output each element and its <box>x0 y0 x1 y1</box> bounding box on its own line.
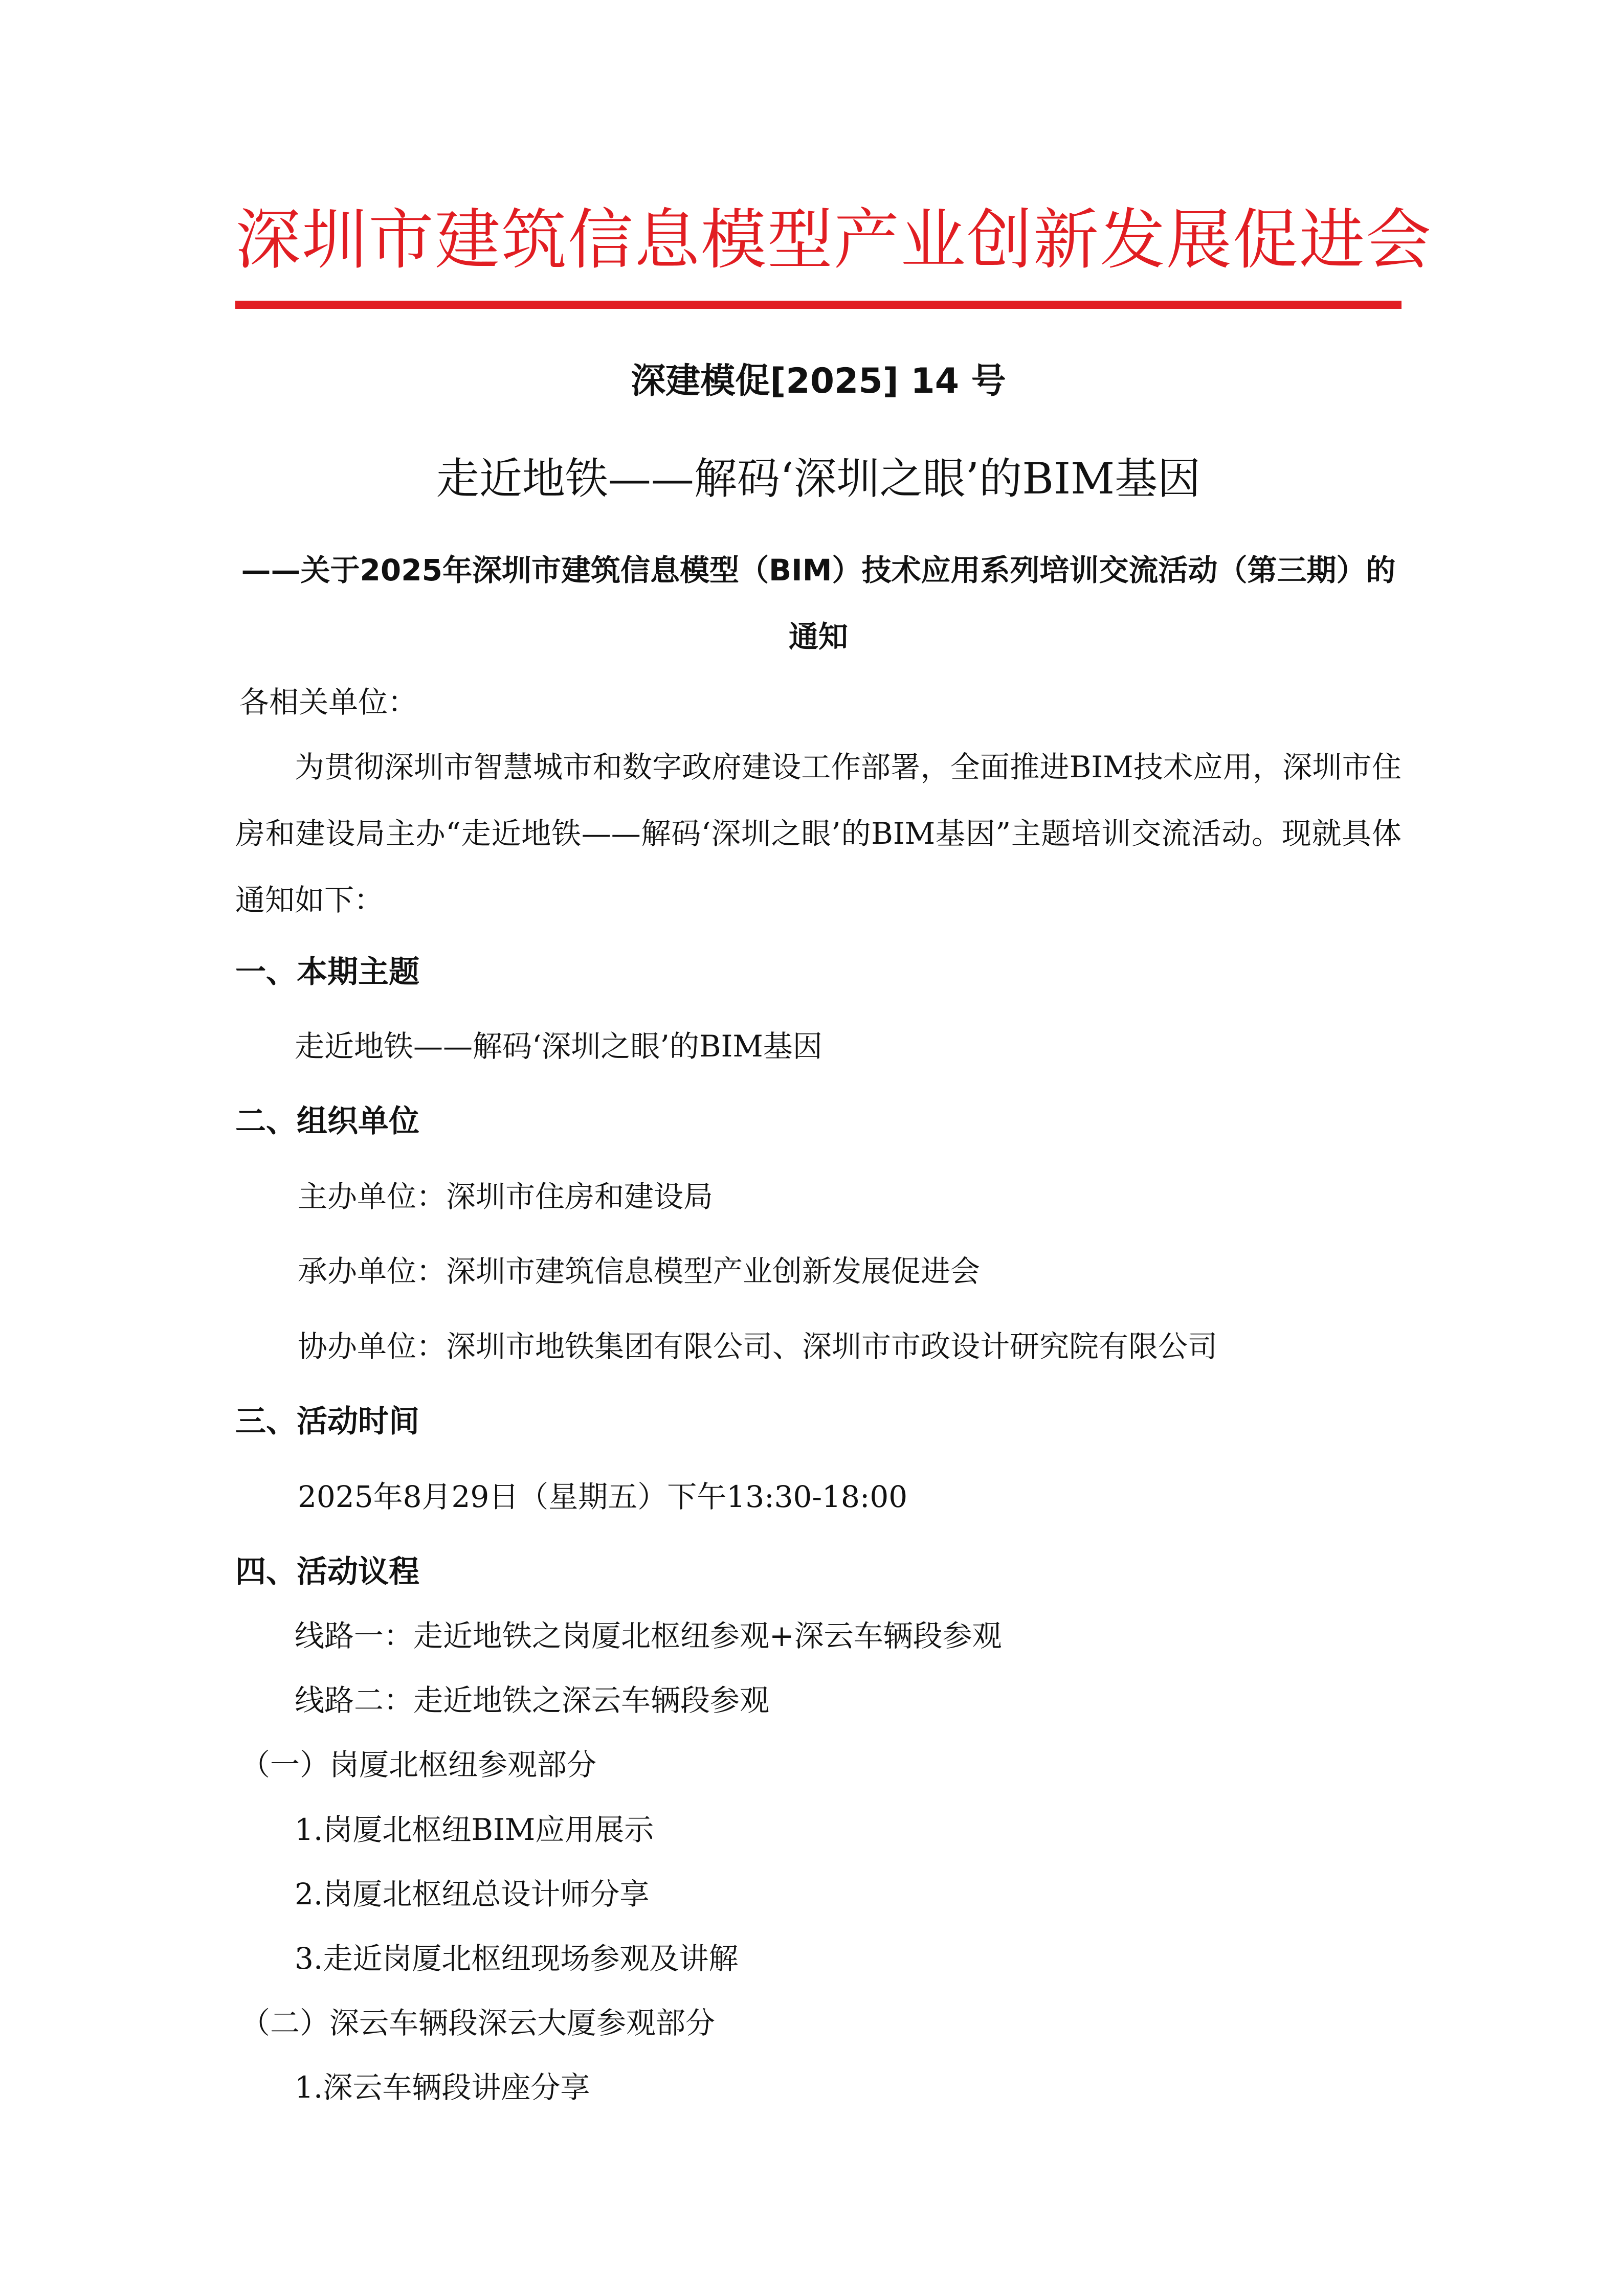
salutation: 各相关单位： <box>239 685 418 719</box>
section-4-heading: 四、活动议程 <box>235 1554 419 1590</box>
notice-main-title: 走近地铁——解码‘深圳之眼’的BIM基因 <box>436 454 1201 504</box>
intro-paragraph: 为贯彻深圳市智慧城市和数字政府建设工作部署，全面推进BIM技术应用，深圳市住房和建设局主办“走近地铁——解码‘深圳之眼’的BIM基因”主题培训交流活动。现就具体通知如下： <box>235 750 1401 917</box>
part-2-title: （二）深云车辆段深云大厦参观部分 <box>240 2006 716 2040</box>
host-unit: 主办单位：深圳市住房和建设局 <box>298 1179 714 1214</box>
co-organizer-unit: 协办单位：深圳市地铁集团有限公司、深圳市市政设计研究院有限公司 <box>298 1329 1218 1364</box>
part-1-title: （一）岗厦北枢纽参观部分 <box>240 1747 597 1782</box>
notice-subtitle: ——关于2025年深圳市建筑信息模型（BIM）技术应用系列培训交流活动（第三期）的通知 <box>241 553 1396 654</box>
part-1-item: 3.走近岗厦北枢纽现场参观及讲解 <box>295 1941 739 1976</box>
part-1-item: 1.岗厦北枢纽BIM应用展示 <box>295 1812 654 1847</box>
section-1-content: 走近地铁——解码‘深圳之眼’的BIM基因 <box>295 1029 822 1064</box>
section-2-heading: 二、组织单位 <box>235 1104 419 1139</box>
route-2: 线路二：走近地铁之深云车辆段参观 <box>295 1683 770 1718</box>
section-1-heading: 一、本期主题 <box>235 954 419 990</box>
section-3-heading: 三、活动时间 <box>235 1404 419 1439</box>
event-time: 2025年8月29日（星期五）下午13:30-18:00 <box>298 1479 908 1514</box>
header-red-rule <box>235 301 1401 309</box>
part-2-item: 1.深云车辆段讲座分享 <box>295 2070 590 2105</box>
part-1-item: 2.岗厦北枢纽总设计师分享 <box>295 1877 650 1911</box>
route-1: 线路一：走近地铁之岗厦北枢纽参观+深云车辆段参观 <box>295 1618 1002 1653</box>
document-number: 深建模促[2025] 14 号 <box>631 361 1006 401</box>
organizer-unit: 承办单位：深圳市建筑信息模型产业创新发展促进会 <box>298 1254 981 1289</box>
organization-title: 深圳市建筑信息模型产业创新发展促进会 <box>235 202 1433 278</box>
